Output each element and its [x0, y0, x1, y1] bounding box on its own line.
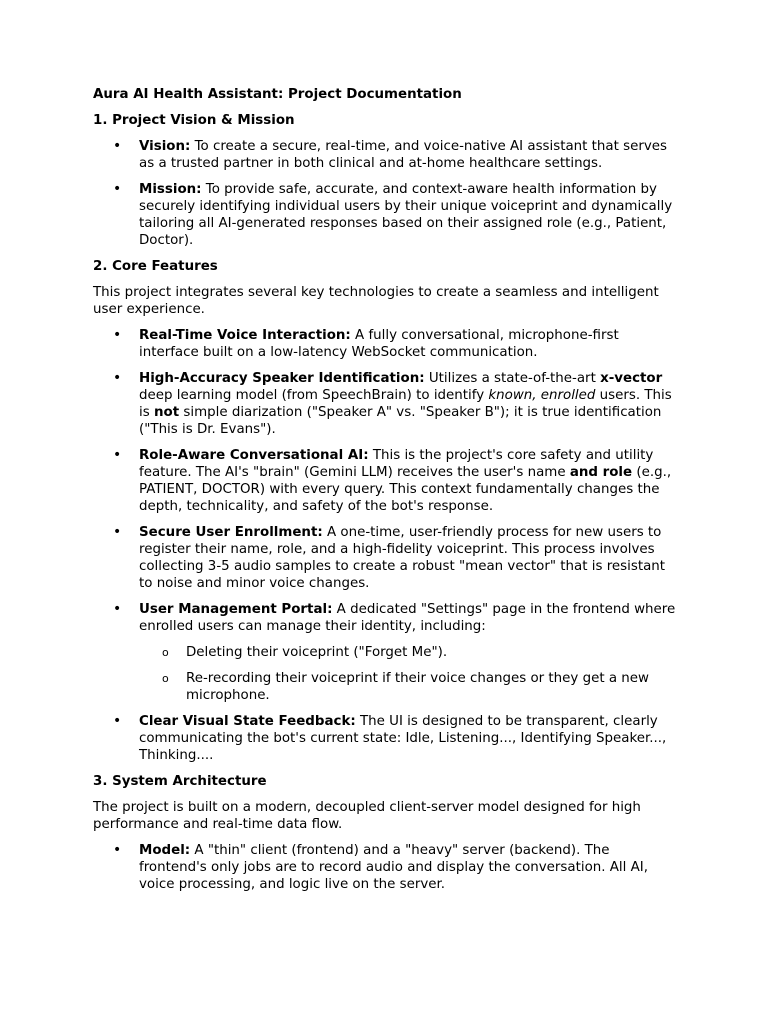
- feature-label: Secure User Enrollment:: [139, 525, 323, 540]
- feature-label: Clear Visual State Feedback:: [139, 714, 356, 729]
- list-item-feature-speaker-id: [93, 370, 678, 438]
- model-text: A "thin" client (frontend) and a "heavy" server (backend). The frontend's only jobs are to record audio and display the conversation. All AI, voice processing, and logic live on the server.: [139, 843, 648, 892]
- list-item-feature-state-feedback: [93, 713, 678, 764]
- architecture-intro: The project is built on a modern, decoupled client-server model designed for high performance and real-time data flow.: [93, 800, 641, 832]
- list-item-vision: [93, 138, 678, 172]
- section-heading-architecture: 3. System Architecture: [93, 774, 267, 789]
- user-portal-sublist: [139, 644, 678, 704]
- feature-text: users. This is: [139, 388, 672, 420]
- feature-text: A fully conversational, microphone-first interface built on a low-latency WebSocket communication.: [139, 328, 619, 360]
- feature-emphasis: and role: [569, 465, 633, 480]
- list-item-mission: [93, 181, 678, 249]
- list-item-feature-enrollment: [93, 524, 678, 592]
- section-heading-features: 2. Core Features: [93, 259, 218, 274]
- feature-text: A one-time, user-friendly process for new users to register their name, role, and a high-fidelity voiceprint. This process involves collecting 3-5 audio samples to create a robust "mean vector" that is resistant to noise and minor voice changes.: [139, 525, 666, 591]
- feature-label: High-Accuracy Speaker Identification:: [139, 371, 425, 386]
- features-intro: This project integrates several key technologies to create a seamless and intelligent user experience.: [93, 285, 659, 317]
- feature-text: simple diarization ("Speaker A" vs. "Speaker B"); it is true identification ("This is Dr. Evans").: [139, 405, 662, 437]
- mission-label: Mission:: [139, 182, 202, 197]
- list-item-model: [93, 842, 678, 893]
- feature-label: User Management Portal:: [139, 602, 333, 617]
- feature-text: Utilizes a state-of-the-art: [424, 371, 601, 386]
- sublist-item-rerecord: o Re-recording their voiceprint if their voice changes or they get a new microphone.: [139, 670, 678, 704]
- vision-mission-list: [93, 138, 678, 249]
- feature-text: A dedicated "Settings" page in the frontend where enrolled users can manage their identity, including:: [139, 602, 676, 634]
- model-label: Model:: [139, 843, 191, 858]
- feature-text: This is the project's core safety and utility feature. The AI's "brain" (Gemini LLM) receives the user's name: [139, 448, 654, 480]
- feature-emphasis: not: [153, 405, 180, 420]
- feature-italic: known, enrolled: [488, 388, 596, 403]
- mission-text: To provide safe, accurate, and context-aware health information by securely identifying individual users by their unique voiceprint and dynamically tailoring all AI-generated responses based on their assigned role (e.g., Patient, Doctor).: [139, 182, 673, 248]
- list-item-feature-role-aware: [93, 447, 678, 515]
- feature-text: deep learning model (from SpeechBrain) to identify: [139, 388, 489, 403]
- features-list: [93, 327, 678, 764]
- vision-text: To create a secure, real-time, and voice-native AI assistant that serves as a trusted partner in both clinical and at-home healthcare settings.: [139, 139, 667, 171]
- feature-label: Real-Time Voice Interaction:: [139, 328, 351, 343]
- section-heading-vision: 1. Project Vision & Mission: [93, 113, 295, 128]
- list-item-feature-user-portal: [93, 601, 678, 704]
- feature-label: Role-Aware Conversational AI:: [139, 448, 369, 463]
- list-item-feature-voice: [93, 327, 678, 361]
- feature-text: (e.g., PATIENT, DOCTOR) with every query. This context fundamentally changes the depth, technicality, and safety of the bot's response.: [139, 465, 672, 514]
- feature-text: The UI is designed to be transparent, clearly communicating the bot's current state: Idle, Listening..., Identifying Speaker..., Thinking....: [139, 714, 667, 763]
- sublist-item-forget-me: o Deleting their voiceprint ("Forget Me").: [139, 644, 678, 661]
- document-title: Aura AI Health Assistant: Project Documentation: [93, 87, 462, 102]
- feature-emphasis: x-vector: [600, 371, 663, 386]
- architecture-list: [93, 842, 678, 893]
- vision-label: Vision:: [139, 139, 191, 154]
